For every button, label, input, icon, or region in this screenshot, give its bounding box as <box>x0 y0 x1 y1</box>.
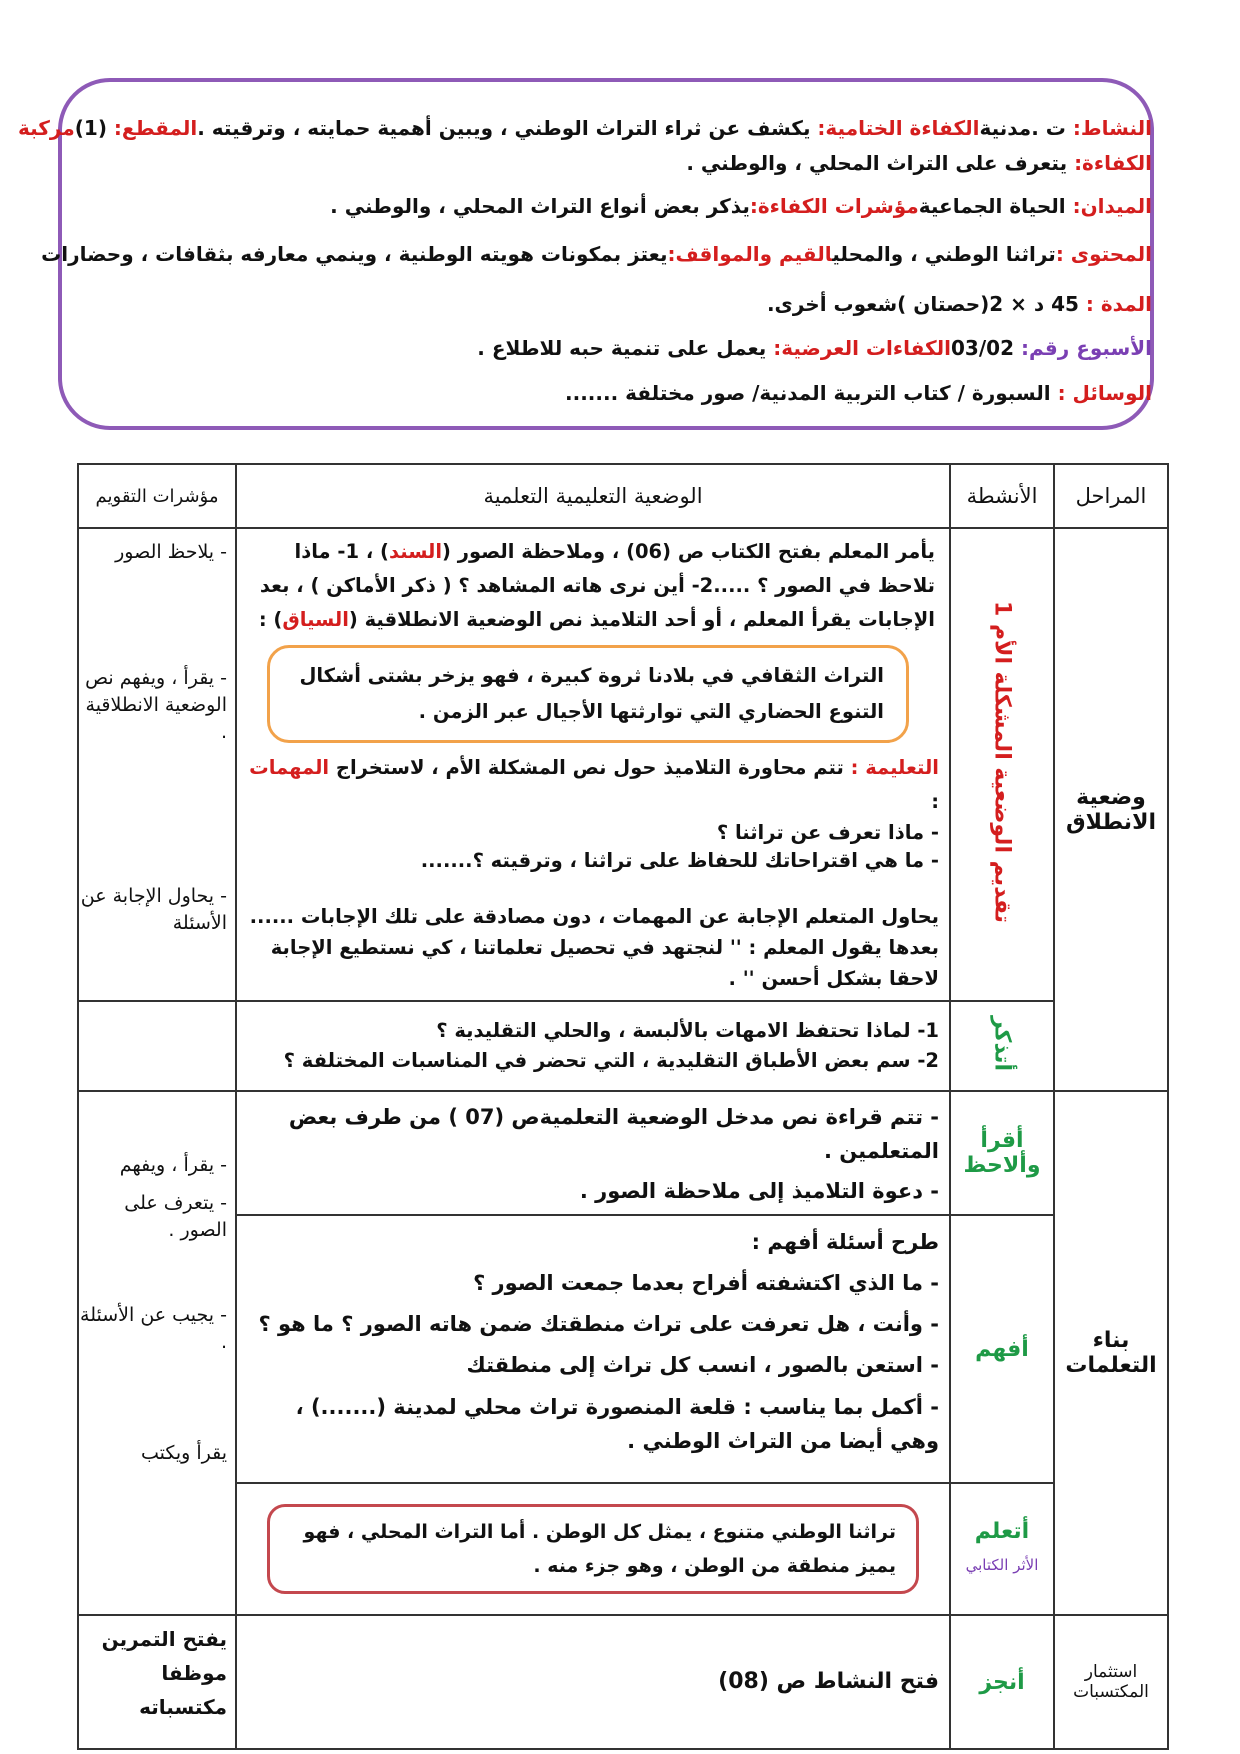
sanad-label: السند <box>388 540 443 563</box>
launch-activity: تقديم الوضعية المشكلة الأم 1 <box>989 600 1015 923</box>
launch-row <box>78 528 1168 1001</box>
launch-indicators <box>78 528 236 1001</box>
header-line-5 <box>767 292 1152 316</box>
duration-value: 45 د × 2(حصتان ) <box>897 292 1079 316</box>
invest-activity: أنجز <box>950 1615 1054 1749</box>
remember-question-1: 1- لماذا تحتفظ الامهات بالألبسة ، والحلي التقليدية ؟ <box>436 1019 939 1042</box>
header-line-4 <box>41 242 1152 266</box>
remember-label: أتذكر <box>989 1015 1015 1071</box>
remember-question-2: 2- سم بعض الأطباق التقليدية ، التي تحضر في المناسبات المختلفة ؟ <box>283 1049 939 1072</box>
learn-label: أتعلم <box>974 1518 1030 1544</box>
instruction: التعليمة : تتم محاورة التلاميذ حول نص المشكلة الأم ، لاستخراج المهمات : <box>249 756 939 813</box>
understand-intro: طرح أسئلة أفهم : <box>751 1230 939 1254</box>
indicator-recognize: - يتعرف على الصور . <box>124 1192 227 1241</box>
launch-stage: وضعية الانطلاق <box>1054 528 1168 1091</box>
understand-q3: - استعن بالصور ، انسب كل تراث إلى منطقتك <box>466 1353 939 1377</box>
written-trace-label: الأثر الكتابي <box>965 1555 1039 1574</box>
duration-label: المدة : <box>1085 292 1152 316</box>
header-line-7 <box>565 381 1152 405</box>
week-label: الأسبوع رقم: <box>1020 336 1152 360</box>
indicator-observe: - يلاحظ الصور <box>115 541 227 563</box>
understand-q2: - وأنت ، هل تعرفت على تراث منطقتك ضمن هاته الصور ؟ ما هو ؟ <box>258 1312 939 1336</box>
learn-row <box>78 1483 1168 1615</box>
read-observe-label: أقرأ وألاحظ <box>950 1091 1054 1215</box>
stages-header: المراحل <box>1054 464 1168 528</box>
read-item-1: - تتم قراءة نص مدخل الوضعية التعلميةص (07 ) من طرف بعض المتعلمين . <box>288 1105 939 1163</box>
segment-label: المقطع: <box>113 116 198 140</box>
understand-content <box>236 1215 950 1483</box>
cross-competencies-label: الكفاءات العرضية: <box>773 336 952 360</box>
indicator-read: - يقرأ ، ويفهم نص الوضعية الانطلاقية . <box>85 667 227 743</box>
activity-label: النشاط: <box>1072 116 1152 140</box>
lesson-table <box>77 463 1169 1750</box>
component-value: يتعرف على التراث المحلي ، والوطني . <box>686 151 1068 175</box>
build-stage: بناء التعلمات <box>1054 1091 1168 1615</box>
invest-text: فتح النشاط ص (08) <box>718 1669 939 1694</box>
invest-stage: استثمار المكتسبات <box>1054 1615 1168 1749</box>
read-row <box>78 1091 1168 1215</box>
remember-activity-cell <box>950 1001 1054 1091</box>
header-line-6 <box>477 336 1152 360</box>
understand-row <box>78 1215 1168 1483</box>
instruction-label: التعليمة : <box>850 756 939 779</box>
understand-label: أفهم <box>950 1215 1054 1483</box>
understand-q4: - أكمل بما يناسب : قلعة المنصورة تراث محلي لمدينة (.......) ، وهي أيضا من التراث الوطني . <box>295 1395 939 1453</box>
content-label: المحتوى : <box>1055 242 1152 266</box>
field-label: الميدان: <box>1072 194 1152 218</box>
component-label-part1: مركبة <box>18 116 75 140</box>
activities-header: الأنشطة <box>950 464 1054 528</box>
remember-content <box>236 1001 950 1091</box>
values-continuation: شعوب أخرى. <box>766 292 898 316</box>
learn-activity-cell <box>950 1483 1054 1615</box>
launch-activity-cell <box>950 528 1054 1001</box>
indicator-answer: - يجيب عن الأسئلة . <box>80 1304 227 1353</box>
indicators-value: يذكر بعض أنواع التراث المحلي ، والوطني . <box>330 194 750 218</box>
question-1: - ماذا تعرف عن تراثنا ؟ <box>716 821 939 844</box>
means-value: السبورة / كتاب التربية المدنية/ صور مختلفة ....... <box>565 381 1051 405</box>
segment-value: (1) <box>74 116 107 140</box>
read-item-2: - دعوة التلاميذ إلى ملاحظة الصور . <box>579 1179 939 1203</box>
invest-content <box>236 1615 950 1749</box>
component-label-part2: الكفاءة: <box>1074 151 1152 175</box>
read-content <box>236 1091 950 1215</box>
launch-paragraph-2: يحاول المتعلم الإجابة عن المهمات ، دون مصادقة على تلك الإجابات ...... بعدها يقول المعلم : '' لنجتهد في تحصيل تعلماتنا ، كي نستطيع الإجابة لاحقا بشكل أحسن '' . <box>249 905 939 990</box>
indicators-header: مؤشرات التقويم <box>78 464 236 528</box>
launch-paragraph-1: يأمر المعلم بفتح الكتاب ص (06) ، وملاحظة الصور (السند) ، 1- ماذا تلاحظ في الصور ؟ .....2- أين نرى هاته المشاهد ؟ ( ذكر الأماكن ) ، بعد الإجابات يقرأ المعلم ، أو أحد التلاميذ نص الوضعية الانطلاقية (السياق) : <box>258 540 935 631</box>
indicators-label: مؤشرات الكفاءة: <box>749 194 919 218</box>
learn-content <box>236 1483 950 1615</box>
siyaq-label: السياق <box>282 608 349 631</box>
tasks-word: المهمات <box>249 756 330 779</box>
activity-value: ت .مدنية <box>979 116 1066 140</box>
content-value: تراثنا الوطني ، والمحلي <box>832 242 1056 266</box>
values-label: القيم والمواقف: <box>667 242 833 266</box>
header-line-2 <box>686 151 1152 175</box>
launch-content <box>236 528 950 1001</box>
values-value: يعتز بمكونات هويته الوطنية ، وينمي معارفه بثقافات ، وحضارات <box>41 242 668 266</box>
table-header-row <box>78 464 1168 528</box>
remember-indicators <box>78 1001 236 1091</box>
invest-row <box>78 1615 1168 1749</box>
build-indicators <box>78 1091 236 1615</box>
understand-q1: - ما الذي اكتشفته أفراح بعدما جمعت الصور ؟ <box>473 1271 939 1295</box>
remember-row <box>78 1001 1168 1091</box>
learn-text-box: تراثنا الوطني متنوع ، يمثل كل الوطن . أما التراث المحلي ، فهو يميز منطقة من الوطن ، وهو جزء منه . <box>267 1504 919 1594</box>
invest-indicator: يفتح التمرين موظفا مكتسباته <box>78 1615 236 1749</box>
final-competence-value: يكشف عن ثراء التراث الوطني ، ويبين أهمية حمايته ، وترقيته . <box>197 116 811 140</box>
header-line-1 <box>18 116 1152 140</box>
indicator-read-understand: - يقرأ ، ويفهم <box>119 1154 227 1176</box>
indicator-read-write: يقرأ ويكتب <box>140 1442 227 1464</box>
final-competence-label: الكفاءة الختامية: <box>817 116 980 140</box>
cross-competencies-value: يعمل على تنمية حبه للاطلاع . <box>477 336 767 360</box>
header-line-3 <box>330 194 1152 218</box>
question-2: - ما هي اقتراحاتك للحفاظ على تراثنا ، وترقيته ؟....... <box>420 849 939 872</box>
means-label: الوسائل : <box>1057 381 1152 405</box>
field-value: الحياة الجماعية <box>918 194 1066 218</box>
week-value: 03/02 <box>951 336 1014 360</box>
launch-text-box: التراث الثقافي في بلادنا ثروة كبيرة ، فهو يزخر بشتى أشكال التنوع الحضاري التي توارثتها الأجيال عبر الزمن . <box>267 645 909 743</box>
situation-header: الوضعية التعليمية التعلمية <box>236 464 950 528</box>
indicator-try: - يحاول الإجابة عن الأسئلة <box>80 885 227 934</box>
